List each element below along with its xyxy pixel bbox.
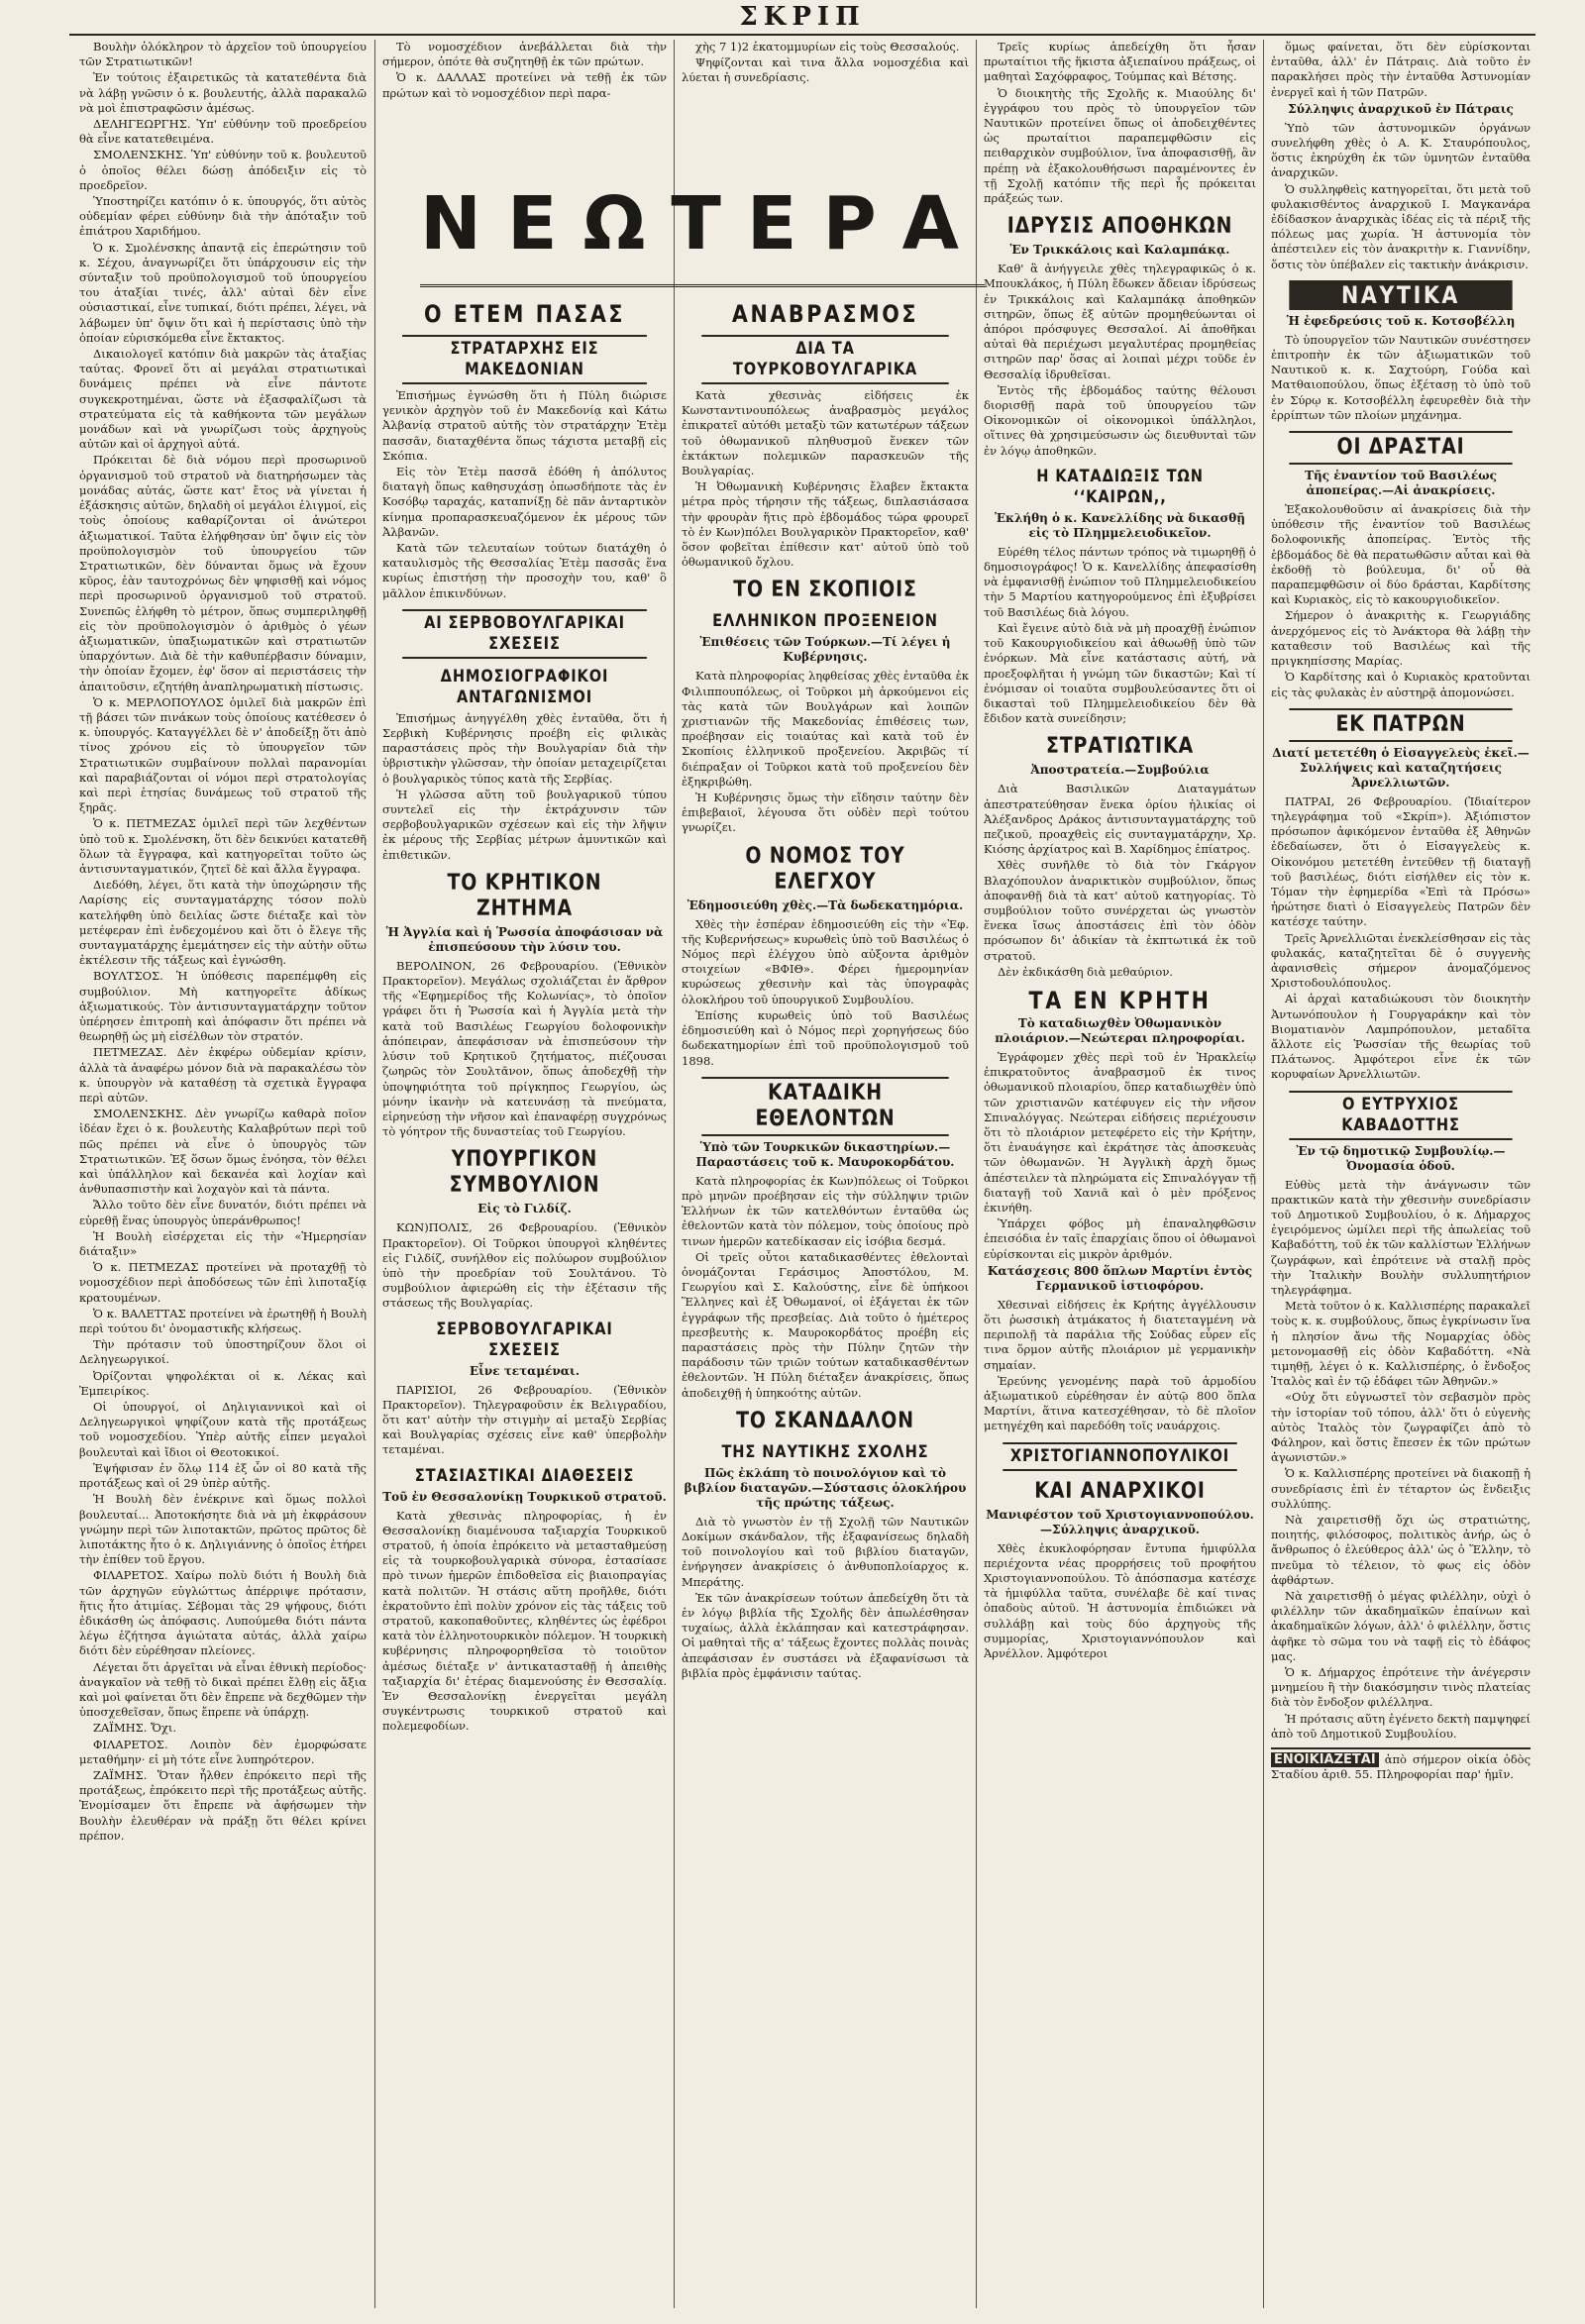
article-paragraph: Ἡ Κυβέρνησις ὅμως τὴν εἴδησιν ταύτην δὲν ἐπιβεβαιοῖ, λέγουσα ὅτι οὐδὲν περὶ τούτου γνωρίζει. [682, 791, 969, 835]
col3-s1-subhead: ΔΙΑ ΤΑ ΤΟΥΡΚΟΒΟΥΛΓΑΡΙΚΑ [701, 335, 948, 384]
article-paragraph: Μετὰ τοῦτον ὁ κ. Καλλισπέρης παρακαλεῖ τοὺς κ. κ. συμβούλους, ὅπως ἐγκρίνωσιν ἵνα ἡ πλησίον ἄνω τῆς Νομαρχίας ὁδὸς μετονομασθῇ εἰς ὁδὸν Καβαδόττη. «Νὰ τιμηθῇ, λέγει ὁ κ. Καλλισπέρης, ὁ ἔνδοξος Ἰταλὸς καὶ ἐν τῷ ἐδάφει τῶν Ἀθηνῶν.» [1271, 1299, 1531, 1389]
col2-s4-head: ΥΠΟΥΡΓΙΚΟΝ ΣΥΜΒΟΥΛΙΟΝ [449, 1147, 600, 1199]
article-paragraph: Ὁ κ. ΜΕΡΛΟΠΟΥΛΟΣ ὁμιλεῖ διὰ μακρῶν ἐπὶ τῇ βάσει τῶν πινάκων τοὺς ὁποίους κατέθεσεν ὁ κ. ὑπουργός. Καταγγέλλει δὲ ν' ἀποδείξῃ ὅτι ἀπὸ τίνος χρόνου εἰς τὸ ὑπουργεῖον τῶν Στρατιωτικῶν συμβαίνουν πολλαὶ παρανομίαι καὶ παραβιάζονται οἱ νόμοι περὶ στρατολογίας καὶ περὶ ἐτησίας δυνάμεως τοῦ στρατοῦ τῆς ξηρᾶς. [79, 694, 367, 815]
col4-s6-body [984, 1541, 1256, 1662]
article-paragraph: Τὸ ὑπουργεῖον τῶν Ναυτικῶν συνέστησεν ἐπιτροπὴν ἐκ τῶν ἀξιωματικῶν τοῦ Ναυτικοῦ κ. κ. Σαχτούρη, Γούδα καὶ Ματθαιοπούλου, ὅπως ἐξέτασῃ τὸ ὑπὸ τοῦ ἐν Σύρῳ κ. Κοτσοβέλλη ἐφευρεθὲν διὰ τὴν ἐρρίπτων τῶν πλοίων μηχάνημα. [1271, 332, 1531, 422]
col5-s3-body [1271, 502, 1531, 700]
col2-s6-body [382, 1509, 667, 1735]
col5-s1-lead: Σύλληψις ἀναρχικοῦ ἐν Πάτραις [1288, 101, 1514, 116]
column-rule [674, 40, 675, 2308]
col3-s3-head: Ο ΝΟΜΟΣ ΤΟΥ ΕΛΕΓΧΟΥ [745, 843, 905, 895]
article-paragraph: Ὁ κ. Σμολένσκης ἀπαντᾷ εἰς ἐπερώτησιν τοῦ κ. Σέχου, ἀναγνωρίζει ὅτι ὑπάρχουσιν εἰς τὴν σύνταξιν τοῦ προϋπολογισμοῦ τοῦ ὑπουργείου του ἀταξίαι τινές, ἀλλ' αὐταὶ δὲν εἶνε οὐσιαστικαί, εἶνε τυπικαί, διότι πρέπει, λέγει, νὰ λάβωμεν ὑπ' ὄψιν ὅτι καὶ ἡ περίστασις ὑπὸ τὴν ὁποίαν εὑρισκόμεθα εἶνε ἔκτακτος. [79, 240, 367, 345]
article-paragraph: «Οὐχ ὅτι εὐγνωστεῖ τὸν σεβασμὸν πρὸς τὴν ἱστορίαν τοῦ τόπου, ἀλλ' ὅτι ὁ εὐγενὴς αὐτὸς Ἰταλὸς τὸν ζωγραφίζει ἀπὸ τὸ Φάληρον, καὶ ὅστις ἔπεσεν ἐκ τῶν πρώτων ἀγωνιστῶν.» [1271, 1390, 1531, 1465]
article-paragraph: Ἐξακολουθοῦσιν αἱ ἀνακρίσεις διὰ τὴν ὑπόθεσιν τῆς ἐναντίον τοῦ Βασιλέως δολοφονικῆς ἀποπείρας. Ἐντὸς τῆς ἑβδομάδος δὲ θὰ περατωθῶσιν αὗται καὶ θὰ ἐκδοθῇ τὸ βούλευμα, δι' οὗ θὰ παραπεμφθῶσιν οἱ δύο δράσται, Καρδίτσης καὶ Κυριακὸς, εἰς τὸ κακουργιοδικεῖον. [1271, 502, 1531, 607]
article-paragraph: Ὁ συλληφθεὶς κατηγορεῖται, ὅτι μετὰ τοῦ φυλακισθέντος ἀναρχικοῦ Ι. Μαγκανάρα ἐδίδασκον ἀναρχικὰς ἰδέας εἰς τὰ πέριξ τῆς πόλεως μας χωρία. Ἡ ἀστυνομία τὸν ἀπέστειλεν εἰς τὸν ἀνακριτὴν κ. Γιαννίδην, ὅστις τὸν ὑπέβαλεν εἰς τακτικὴν ἀνάκρισιν. [1271, 181, 1531, 271]
notice-head: ΕΝΟΙΚΙΑΖΕΤΑΙ [1271, 1752, 1379, 1767]
article-paragraph: Ψηφίζονται καὶ τινα ἄλλα νομοσχέδια καὶ λύεται ἡ συνεδρίασις. [682, 55, 969, 85]
article-paragraph: Ἐψήφισαν ἐν ὅλῳ 114 ἐξ ὧν οἱ 80 κατὰ τῆς προτάξεως καὶ οἱ 29 ὑπὲρ αὐτῆς. [79, 1460, 367, 1491]
column-2 [382, 40, 667, 2308]
col4-s5-body [984, 1298, 1256, 1434]
article-paragraph: ΦΙΛΑΡΕΤΟΣ. Λοιπὸν δὲν ἐμορφώσατε μεταθήμην· εἰ μὴ τότε εἶνε λυπηρότερον. [79, 1737, 367, 1766]
col2-s6-head: ΣΤΑΣΙΑΣΤΙΚΑΙ ΔΙΑΘΕΣΕΙΣ [414, 1465, 635, 1486]
col3-top [682, 40, 969, 180]
article-paragraph: Ἡ γλῶσσα αὕτη τοῦ βουλγαρικοῦ τύπου συντελεῖ εἰς τὴν ἐκτράχυνσιν τῶν σερβοβουλγαρικῶν σχέσεων καὶ εἰς τὴν λῆψιν ἐκ μέρους τῆς Σερβίας μέτρων ἀμυντικῶν καὶ ἐπιθετικῶν. [382, 787, 667, 862]
article-paragraph: Οἱ ὑπουργοί, οἱ Δηλιγιαννικοὶ καὶ οἱ Δεληγεωργικοὶ ψηφίζουν κατὰ τῆς προτάξεως τοῦ νομοσχεδίου. Ὑπὲρ αὐτῆς εἶπεν μεγαλοὶ βουλευταὶ καὶ ἴδιοι οἱ Θεοτοκικοί. [79, 1400, 367, 1459]
article-paragraph: ΠΑΤΡΑΙ, 26 Φεβρουαρίου. (Ἰδιαίτερον τηλεγράφημα τοῦ «Σκρίπ»). Ἀξιόπιστον πρόσωπον ἀφικόμενον ἐνταῦθα ἐξ Ἀθηνῶν ἐδεδαίωσεν, ὅτι ὁ Εἰσαγγελεὺς κ. Οἰκονόμου μετετέθη ἐντεῦθεν τῇ διαταγῇ τοῦ βασιλέως, διότι εἰσήλθεν εἰς τὸν κ. Τόμαν τὴν ἐφημερίδα «Ἐπὶ τὰ Πρόσω» ἠρώτησε διατὶ ὁ Εἰσαγγελεὺς Πατρῶν δὲν κατέσχε ταύτην. [1271, 793, 1531, 929]
column-rule [976, 40, 977, 2308]
notice-text: ἀπὸ σήμερον οἰκία ὁδὸς Σταδίου ἀριθ. 55. Πληροφορίαι παρ' ἡμῖν. [1271, 1752, 1531, 1782]
article-paragraph: Αἱ ἀρχαὶ καταδιώκουσι τὸν διοικητὴν Ἀντωνόπουλον ἡ Γουργαράκην καὶ τὸν Βιοματιανὸν Λαμπρόπουλον, μεταδῖτα ἄλλοτε εἰς Ῥωσσίαν τῆς θεωρίας τοῦ Πλάτωνος. Ἀμφότεροι εἶνε ἐκ τῶν κορυφαίων Ἀρνελλιωτῶν. [1271, 992, 1531, 1082]
article-paragraph: Ὑπάρχει φόβος μὴ ἐπαναληφθῶσιν ἐπεισόδια ἐν ταῖς ἐπαρχίαις ὅπου οἱ ὀθωμανοὶ εὑρίσκονται εἰς μικρὸν ἀριθμόν. [984, 1216, 1256, 1261]
col2-top [382, 40, 667, 180]
article-paragraph: Νὰ χαιρετισθῇ ὄχι ὡς στρατιώτης, ποιητής, φιλόσοφος, πολιτικὸς ἀνήρ, ὡς ὁ ἄνθρωπος ὁ ἐλεύθερος ἀλλ' ὡς ὁ Ἕλλην, τὸ πνεῦμα τὸ τέλειον, τὸ φως εἰς ὁδὸν ἀφθάρτων. [1271, 1513, 1531, 1587]
col4-s5-head: Κατάσχεσις 800 ὅπλων Μαρτίνι ἐντὸς Γερμανικοῦ ἱστιοφόρου. [987, 1263, 1253, 1293]
article-paragraph: Καθ' ἃ ἀνήγγειλε χθὲς τηλεγραφικῶς ὁ κ. Μπουκλάκος, ἡ Πύλη ἔδωκεν ἄδειαν ἱδρύσεως ἐν Τρικκάλοις καὶ Καλαμπάκᾳ ἀποθηκῶν σιτηρῶν, ὅπως ἐξ αὐτῶν προμηθεύωνται οἱ ἀπόροι πρόσφυγες Θεσσαλοί. Αἱ ἀποθῆκαι αὐταὶ θὰ περιέχωσι μεγαλυτέρας προμηθείας σιτηρῶν παρ' ὅσας αἱ λοιπαὶ μέχρι τοῦδε ἐν Θεσσαλίᾳ ἱδρυθεῖσαι. [984, 262, 1256, 381]
column-rule [1263, 40, 1264, 2308]
col3-s1-head: ΑΝΑΒΡΑΣΜΟΣ [731, 300, 919, 328]
article-paragraph: ΚΩΝ)ΠΟΛΙΣ, 26 Φεβρουαρίου. (Ἐθνικὸν Πρακτορεῖον). Οἱ Τοῦρκοι ὑπουργοὶ κληθέντες εἰς Γιλδίζ, συνήλθον εἰς πολύωρον συμβούλιον ὑπὸ τὴν προεδρίαν τοῦ Σουλτάνου. Τὸ συμβούλιον ἀφιερώθη εἰς τὴν ἐξέτασιν τῆς στάσεως τῆς Βουλγαρίας. [382, 1220, 667, 1311]
article-paragraph: Ὁ κ. Καλλισπέρης προτείνει νὰ διακοπῇ ἡ συνεδρίασις ἐπὶ ἐν τέταρτον ὡς ἔνδειξις συλλύπης. [1271, 1466, 1531, 1511]
col4-s1-head: ΙΔΡΥΣΙΣ ΑΠΟΘΗΚΩΝ [1006, 214, 1233, 240]
article-paragraph: ΠΑΡΙΣΙΟΙ, 26 Φεβρουαρίου. (Ἐθνικὸν Πρακτορεῖον). Τηλεγραφοῦσιν ἐκ Βελιγραδίου, ὅτι κατ' αὐτὴν τὴν στιγμὴν αἱ μεταξὺ Σερβίας καὶ Βουλγαρίας σχέσεις εἶνε καθ' ὑπερβολὴν τεταμέναι. [382, 1382, 667, 1457]
col2-s2-body [382, 711, 667, 863]
article-paragraph: ὅμως φαίνεται, ὅτι δὲν εὑρίσκονται ἐνταῦθα, ἀλλ' ἐν Πάτραις. Διὰ τοῦτο ἐν παρακλήσει πρὸς τὴν ἐνταῦθα Ἀστυνομίαν ἐνεργεῖ καὶ ἡ τῶν Πατρῶν. [1271, 40, 1531, 99]
col3-s4-head: ΚΑΤΑΔΙΚΗ ΕΘΕΛΟΝΤΩΝ [701, 1077, 948, 1136]
col5-s2-head: ΝΑΥΤΙΚΑ [1289, 280, 1512, 310]
article-paragraph: ΦΙΛΑΡΕΤΟΣ. Χαίρω πολὺ διότι ἡ Βουλὴ διὰ τῶν ἀρχηγῶν εὐγλώττως ἀπέρριψε πρότασιν, ἥτις ἦτο ἀτιμίας. Σέβομαι τὰς 29 ψήφους, διότι ἐδικάσθη ὡς ἀπόφασις. Λυπούμεθα διότι πάντα λέγω ἐζήτησα ἀγιώτατα αὐτάς, ἀλλὰ χαίρω διότι δὲν εὐρέθησαν πλείονες. [79, 1568, 367, 1658]
article-paragraph: Ἐπισήμως ἐγνώσθη ὅτι ἡ Πύλη διώρισε γενικὸν ἀρχηγὸν τοῦ ἐν Μακεδονίᾳ καὶ Κάτω Ἀλβανίᾳ στρατοῦ αὐτῆς τὸν στρατάρχην Ἐτὲμ πασσᾶν, διαταχθέντα ὅπως τάχιστα μεταβῇ εἰς Σκόπια. [382, 388, 667, 463]
col2-s6-subhead: Τοῦ ἐν Θεσσαλονίκῃ Τουρκικοῦ στρατοῦ. [382, 1489, 667, 1504]
col3-s2-subhead: ΕΛΛΗΝΙΚΟΝ ΠΡΟΞΕΝΕΙΟΝ [712, 611, 938, 632]
article-paragraph: Κατὰ χθεσινὰς πληροφορίας, ἡ ἐν Θεσσαλονίκῃ διαμένουσα ταξιαρχία Τουρκικοῦ στρατοῦ, ἡ ὁποία ἐπρόκειτο νὰ μετασταθμεύσῃ εἰς τὰ τουρκοβουλγαρικὰ σύνορα, ἐστασίασε πρὸ τινων ἡμερῶν ἐπιδοθεῖσα εἰς βιαιοπραγίας κατὰ πολιτῶν. Ἡ στάσις αὕτη προῆλθε, διότι ἐκρατοῦντο ἐπὶ πολὺν χρόνον εἰς τὰς τάξεις τοῦ στρατοῦ, κακοπαθοῦντες, κληθέντες ὡς ἐφέδροι κατὰ τὸν ἑλληνοτουρκικὸν πόλεμον. Ἡ τουρκικὴ κυβέρνησις πληροφορηθεῖσα τὸ τοιοῦτον ἀμέσως διέταξε ν' ἀντικατασταθῇ ἡ ἀπειθὴς ταξιαρχία δι' ἑτέρας διαμενούσης ἐν Θεσσαλίᾳ. Ἐν Θεσσαλονίκῃ ἐνεργεῖται μεγάλη συγκέντρωσις τουρκικοῦ στρατοῦ καὶ πολεμεφοδίων. [382, 1508, 667, 1734]
col3-s5-head: ΤΟ ΣΚΑΝΔΑΛΟΝ [736, 1408, 914, 1433]
article-paragraph: Ὑπὸ τῶν ἀστυνομικῶν ὀργάνων συνελήφθη χθὲς ὁ Α. Κ. Σταυρόπουλος, ὅστις ἐκηρύχθη ἐκ τῶν ὑμνητῶν ἐνταῦθα ἀναρχικῶν. [1271, 120, 1531, 180]
col3-s2-lead: Ἐπιθέσεις τῶν Τούρκων.—Τί λέγει ἡ Κυβέρνησις. [699, 635, 951, 665]
col2-s2-subhead: ΔΗΜΟΣΙΟΓΡΑΦΙΚΟΙ ΑΝΤΑΓΩΝΙΣΜΟΙ [440, 666, 609, 707]
col5-s3-lead: Τῆς ἐναντίον τοῦ Βασιλέως ἀποπείρας.—Αἱ ἀνακρίσεις. [1305, 469, 1497, 498]
article-paragraph: Δικαιολογεῖ κατόπιν διὰ μακρῶν τὰς ἀταξίας ταύτας. Φρονεῖ ὅτι αἱ μεγάλαι στρατιωτικαὶ δυνάμεις πρέπει νὰ εἶνε πάντοτε συγκεκροτημέναι, ὥστε νὰ ἐξασφαλίζωσι τὰ στρατεύματα εἰς τὰ καθήκοντα τῶν μεγάλων μονάδων καὶ νὰ γνωρίζωσι τοὺς ἀρχηγοὺς αὐτῶν καὶ οἱ ἀρχηγοὶ αὐτά. [79, 347, 367, 452]
article-paragraph: Ὁ κ. Δήμαρχος ἐπρότεινε τὴν ἀνέγερσιν μνημείου ἢ τὴν διακόσμησιν τινὸς πλατείας διὰ τὸν ἔνδοξον φιλέλληνα. [1271, 1665, 1531, 1710]
col5-s4-lead: Διατί μετετέθη ὁ Εἰσαγγελεὺς ἐκεῖ.—Συλλήψεις καὶ καταζητήσεις Ἀρνελλιωτῶν. [1272, 745, 1530, 790]
col4-s2-lead: Ἐκλήθη ὁ κ. Κανελλίδης νὰ δικασθῇ εἰς τὸ Πλημμελειοδικεῖον. [994, 510, 1246, 540]
article-paragraph: Ἡ Βουλὴ εἰσέρχεται εἰς τὴν «Ἡμερησίαν διάταξιν» [79, 1228, 367, 1259]
col2-s1-body [382, 388, 667, 601]
col3-s1-body [682, 388, 969, 570]
article-paragraph: Κατὰ τῶν τελευταίων τούτων διατάχθη ὁ καταυλισμὸς τῆς Θεσσαλίας Ἐτὲμ πασσᾶς ἕνα κυρίως ἐπιστήσῃ τὴν προσοχὴν του, καθ' ὃ μᾶλλον ἐπικινδύνων. [382, 541, 667, 600]
article-paragraph: Ὁ κ. ΔΑΛΛΑΣ προτείνει νὰ τεθῇ ἐκ τῶν πρώτων καὶ τὸ νομοσχέδιον περὶ παρα- [382, 70, 667, 100]
article-paragraph: Ἡ πρότασις αὕτη ἐγένετο δεκτὴ παμψηφεί ἀπὸ τοῦ Δημοτικοῦ Συμβουλίου. [1271, 1711, 1531, 1741]
column-1 [79, 40, 367, 2308]
article-paragraph: ΔΕΛΗΓΕΩΡΓΗΣ. Ὑπ' εὐθύνην τοῦ προεδρείου θὰ εἶνε κατατεθειμένα. [79, 117, 367, 147]
article-paragraph: Τὴν πρότασιν τοῦ ὑποστηρίζουν ὅλοι οἱ Δεληγεωργικοί. [79, 1337, 367, 1367]
col5-s4-body [1271, 794, 1531, 1083]
article-paragraph: Κατὰ πληροφορίας ἐκ Κων)πόλεως οἱ Τοῦρκοι πρὸ μηνῶν προέβησαν εἰς τὴν σύλληψιν τριῶν Ἑλλήνων ἐκ τῶν κατελθόντων ἐνταῦθα ὡς ἐθελοντῶν κατὰ τὸν πόλεμον, τοὺς ὁποίους πρὸ τινων ἡμερῶν κατεδίκασαν εἰς ἰσόβια δεσμά. [682, 1173, 969, 1248]
article-paragraph: Ὁ κ. ΠΕΤΜΕΖΑΣ προτείνει νὰ προταχθῇ τὸ νομοσχέδιον περὶ ἀποδόσεως τῶν ἐπὶ λιποταξίᾳ κρατουμένων. [79, 1260, 367, 1305]
col5-s5-body [1271, 1178, 1531, 1743]
article-paragraph: Κατὰ πληροφορίας ληφθείσας χθὲς ἐνταῦθα ἐκ Φιλιππουπόλεως, οἱ Τοῦρκοι μὴ ἀρκούμενοι εἰς τὰς κατὰ τῶν Βουλγάρων καὶ λοιπῶν χριστιανῶν τῆς Μακεδονίας ἐπιθέσεις των, προέβησαν εἰς τοιαύτας καὶ κατὰ τοῦ ἐν Σκοπίοις ἑλληνικοῦ προξενείου. Ἀκριβῶς τί διέπραξαν οἱ Τοῦρκοι κατὰ τοῦ προξενείου δὲν ἐξηκριβώθη. [682, 669, 969, 789]
article-paragraph: Ὁ διοικητὴς τῆς Σχολῆς κ. Μιαούλης δι' ἐγγράφου του πρὸς τὸ ὑπουργεῖον τῶν Ναυτικῶν προτείνει ὅπως οἱ ἀποδειχθέντες ὡς πρωταίτιοι παραπεμφθῶσιν εἰς πειθαρχικὸν συμβούλιον, ἵνα ἀποφασισθῇ, ἂν πρέπῃ νὰ ἐξακολουθήσωσι παραμένοντες ἐν τῇ Σχολῇ κατόπιν τῆς περὶ ἧς πρόκειται πράξεώς των. [984, 85, 1256, 206]
col4-top [984, 40, 1256, 206]
col4-s6-lead: Μανιφέστον τοῦ Χριστογιαννοπούλου.—Σύλληψις ἀναρχικοῦ. [986, 1507, 1254, 1536]
col3-s2-body [682, 669, 969, 835]
article-paragraph: Εὐθὺς μετὰ τὴν ἀνάγνωσιν τῶν πρακτικῶν κατὰ τὴν χθεσινὴν συνεδρίασιν τοῦ Δημοτικοῦ Συμβουλίου, ὁ κ. Δήμαρχος ἐγειρόμενος ὡμίλει περὶ τῆς ἀπωλείας τοῦ Καβαδόττη, τοῦ ἐκ τῶν καλλίστων Ἑλλήνων ζωγράφων, καὶ ἐπρότεινε νὰ σταλῇ πρὸς τὴν Ἰταλικὴν Βουλὴν συλλυπητήριον τηλεγράφημα. [1271, 1177, 1531, 1297]
col4-s4-head: ΤΑ ΕΝ ΚΡΗΤΗ [1028, 986, 1212, 1014]
article-paragraph: Εὑρέθη τέλος πάντων τρόπος νὰ τιμωρηθῇ ὁ δημοσιογράφος! Ὁ κ. Κανελλίδης ἀπεφασίσθη νὰ ἐμφανισθῇ ἐνώπιον τοῦ Πλημμελειοδικείου τὴν 5 Μαρτίου κατηγορούμενος ἐπὶ ἐξυβρίσει τοῦ Βασιλέως διὰ λόγου. [984, 544, 1256, 619]
masthead [69, 0, 1535, 36]
col4-s4-body [984, 1050, 1256, 1262]
col4-s3-head: ΣΤΡΑΤΙΩΤΙΚΑ [1045, 734, 1195, 760]
col5-s4-head: ΕΚ ΠΑΤΡΩΝ [1289, 708, 1512, 742]
article-paragraph: Διὰ τὸ γνωστὸν ἐν τῇ Σχολῇ τῶν Ναυτικῶν Δοκίμων σκάνδαλον, τῆς ἐξαφανίσεως δηλαδὴ τοῦ ποινολογίου καὶ τοῦ βιβλίου διαταγῶν, ἐνήργησεν ἀνακρίσεις ὁ ἀνθυποπλοίαρχος κ. Μπεράτης. [682, 1514, 969, 1589]
article-paragraph: Ἐντὸς τῆς ἑβδομάδος ταύτης θέλουσι διορισθῇ παρὰ τοῦ ὑπουργείου τῶν Οἰκονομικῶν οἱ οἰκονομικοὶ ὑπάλληλοι, οἵτινες θὰ χρησιμεύσωσιν ὡς διευθυνταὶ τῶν ἐν λόγῳ ἀποθηκῶν. [984, 382, 1256, 458]
article-paragraph: Ἐρεύνης γενομένης παρὰ τοῦ ἁρμοδίου ἀξιωματικοῦ εὑρέθησαν ἐν αὐτῷ 800 ὅπλα Μαρτίνι, ἅτινα κατεσχέθησαν, τὸ δὲ πλοῖον μετηγέχθη καὶ παρεδόθη τοῖς ναυάρχοις. [984, 1373, 1256, 1433]
center-banner: ΝΕΩΤΕΡΑ [420, 181, 985, 266]
col2-s5-head: ΣΕΡΒΟΒΟΥΛΓΑΡΙΚΑΙ ΣΧΕΣΕΙΣ [436, 1319, 613, 1360]
col5-s2-body [1271, 333, 1531, 423]
article-paragraph: Ὑποστηρίζει κατόπιν ὁ κ. ὑπουργός, ὅτι αὐτὸς οὐδεμίαν φέρει εὐθύνην διὰ τὴν ἀπόταξιν τοῦ ἐπιάτρου Χαριδήμου. [79, 194, 367, 239]
article-paragraph: Τρεῖς Ἀρνελλιῶται ἐνεκλείσθησαν εἰς τὰς φυλακάς, καταζητεῖται δὲ ὁ συγγενὴς ἀφανισθεὶς σήμερον ἀνομαζόμενος Χριστοδουλόπουλος. [1271, 930, 1531, 991]
article-paragraph: Χθὲς συνῆλθε τὸ διὰ τὸν Γκάργον Βλαχόπουλον ἀναρικτικὸν συμβούλιον, ὅπως ἀποφανθῇ διὰ τὰ κατ' αὐτοῦ κατηγορίας. Τὸ συμβούλιον τοῦτο συνέρχεται ὡς γνωστὸν ἕνεκα ἴσως ἀποστάσεις ἐπὶ τὸν ὁδὸν πρόσωπον δι' ἀδικίαν τὰ ἐκπτωτικά ἐκ τοῦ στρατοῦ. [984, 858, 1256, 963]
article-paragraph: ΒΟΥΛΤΣΟΣ. Ἡ ὑπόθεσις παρεπέμφθη εἰς συμβούλιον. Μὴ κατηγορεῖτε ἀδίκως ἀξιωματικούς. Τὸν ἀντισυνταγματάρχην τοῦτον ὑπέρησεν ἐπιτροπὴ καὶ ἀπόφασιν ὅτι πρέπει νὰ θεωρηθῇ ὡς μὴ εἰσέλθων τὸν στρατόν. [79, 969, 367, 1044]
article-paragraph: Ὀρίζονται ψηφολέκται οἱ κ. Λέκας καὶ Ἐμπειρίκος. [79, 1368, 367, 1398]
article-paragraph: Τρεῖς κυρίως ἀπεδείχθη ὅτι ἦσαν πρωταίτιοι τῆς ἥκιστα ἀξιεπαίνου πράξεως, οἱ μαθηταὶ Σαχόφραφος, Τούμπας καὶ Βέτσης. [984, 40, 1256, 84]
col2-s1-subhead: ΣΤΡΑΤΑΡΧΗΣ ΕΙΣ ΜΑΚΕΔΟΝΙΑΝ [402, 335, 647, 384]
article-paragraph: Πρόκειται δὲ διὰ νόμου περὶ προσωρινοῦ ὀργανισμοῦ τοῦ στρατοῦ νὰ διατηρήσωμεν τὰς μονάδας αὐτάς, ὥστε κατ' ἔτος νὰ γίνεται ἡ ἐξάσκησις αὐτῶν, δηλαδὴ οἱ μεγάλοι ἐλιγμοί, εἰς τοὺς ὁποίους καθαρίζονται οἱ ἀνώτεροι ἀξιωματικοί. Ταῦτα ἐλήφθησαν ὑπ' ὄψιν εἰς τὸν προϋπολογισμὸν τοῦ ὑπουργείου τῶν Στρατιωτικῶν, δὲν δύνανται ὅμως νὰ ἔχουν κῦρος, ἐὰν ταυτοχρόνως δὲν ψηφισθῇ καὶ νόμος περὶ προσωρινοῦ ὀργανισμοῦ τοῦ στρατοῦ. Συνεπῶς ἐλήφθη τὸ μέτρον, ὅπως συμπεριληφθῇ εἰς τὸν προϋπολογισμὸν ὁ ἀριθμὸς ὁ γέων ἀξιωματικῶν, ὑπαξιωματικῶν καὶ στρατιωτῶν ὑπαρχόντων. Διὰ δὲ τὴν καθυπέρβασιν δύναμιν, τὴν ὁποίαν ἔχομεν, ἐφ' ὅσον αἱ περιστάσεις τὴν ἀπαιτοῦσιν, εζητήθη ἀναπληρωματικὴ πίστωσις. [79, 453, 367, 693]
article-paragraph: Ὁ κ. ΠΕΤΜΕΖΑΣ ὁμιλεῖ περὶ τῶν λεχθέντων ὑπὸ τοῦ κ. Σμολένσκη, ὅτι δὲν δεικνύει κατατεθῆ ὅλων τὰ ἔγγραφα, καὶ κατηγορεῖται τοῦτο ὡς ἀντισυνταγματικόν, ζητεῖ δὲ καὶ ἄλλα ἔγγραφα. [79, 816, 367, 876]
col4-s3-body [984, 782, 1256, 980]
article-paragraph: Εἰς τὸν Ἐτὲμ πασσᾶ ἐδόθη ἡ ἀπόλυτος διαταγὴ ὅπως καθησυχάσῃ ὁπωσδήποτε τὰς ἐν Κοσόβῳ ταραχάς, καταπνίξῃ δὲ πᾶν ἀνταρτικὸν κίνημα προπαρασκευαζόμενον ἐκ μέρους τῶν Ἀλβανῶν. [382, 465, 667, 539]
article-paragraph: Ἡ Βουλὴ δὲν ἐνέκρινε καὶ ὅμως πολλοὶ βουλευταί... Ἀποτοκήσητε διὰ νὰ μὴ ἐκφράσουν γνώμην περὶ τῶν λιποτακτῶν, πρῶτος πρῶτος δὲ λιποτάκτης ἦτο ὁ κ. Δηλιγιάννης ὁ ὁποῖος ἐτήρει τὴν ἐπίθεν τοῦ ἔργου. [79, 1492, 367, 1567]
article-paragraph: Ἡ Ὀθωμανικὴ Κυβέρνησις ἔλαβεν ἔκτακτα μέτρα πρὸς τήρησιν τῆς τάξεως, διπλασιάσασα τὴν φρουρὰν ἥτις πρὸ ἑβδομάδος τώρα φρουρεῖ τὸ ἐν Κων)πόλει Βουλγαρικὸν Πρακτορεῖον, καθ' ὅσον φοβεῖται ἐπίθεσιν κατ' αὐτοῦ ὑπὸ τοῦ ὀθωμανικοῦ ὄχλου. [682, 479, 969, 570]
col2-s3-head: ΤΟ ΚΡΗΤΙΚΟΝ ΖΗΤΗΜΑ [447, 870, 602, 921]
article-paragraph: Τὸ νομοσχέδιον ἀνεβάλλεται διὰ τὴν σήμερον, ὁπότε θὰ συζητηθῇ ἐκ τῶν πρώτων. [382, 40, 667, 69]
column-5 [1271, 40, 1531, 2308]
article-paragraph: ΖΑΪΜΗΣ. Ὄχι. [93, 1721, 176, 1736]
col2-s4-body [382, 1220, 667, 1311]
article-paragraph: Χθὲς ἐκυκλοφόρησαν ἔντυπα ἡμιφύλλα περιέχοντα νέας προρρήσεις τοῦ προφήτου Χριστογιαννοπούλου. Τὸ ἀπόσπασμα κατέσχε τὰ ἡμιφύλλα ταῦτα, συνέλαβε δὲ καί τινας ὀπαδοὺς αὐτοῦ. Ἡ ἀστυνομία ἐπιδιώκει νὰ συλλάβῃ καὶ τοὺς δύο ἀρχηγοὺς τῆς συμμορίας, Χριστογιαννόπουλον καὶ Ἀρνέλλον. Ἀμφότεροι [984, 1540, 1256, 1661]
article-paragraph: Βουλὴν ὁλόκληρον τὸ ἀρχεῖον τοῦ ὑπουργείου τῶν Στρατιωτικῶν! [79, 40, 367, 69]
col2-s5-subhead: Εἶνε τεταμέναι. [469, 1363, 581, 1378]
article-paragraph: Καὶ ἔγεινε αὐτὸ διὰ νὰ μὴ προαχθῇ ἐνώπιον τοῦ Κακουργιοδικείου καὶ ἀθωωθῇ ὑπὸ τῶν ἐνόρκων. Μὰ εἶνε κατάστασις αὐτή, νὰ προεξοφλῆται ἡ γνώμη τῶν δικαστῶν; Καὶ τί ἐνόμισαν οἱ τοιαῦτα συμβουλεύσαντες ὅτι οἱ δικασταὶ τοῦ Πλημμελειοδικείου δὲν θὰ ἔδιδον κατὰ συνείδησιν; [984, 620, 1256, 726]
col5-s3-head: ΟΙ ΔΡΑΣΤΑΙ [1289, 431, 1512, 465]
col3-s3-body [682, 917, 969, 1069]
col4-s1-body [984, 262, 1256, 459]
column-4 [984, 40, 1256, 2308]
column-rule [374, 40, 375, 2308]
col3-s5-lead: Πῶς ἐκλάπη τὸ ποινολόγιον καὶ τὸ βιβλίον διαταγῶν.—Σύστασις ὁλοκλήρου τῆς πρώτης τάξεως. [684, 1465, 967, 1510]
col5-s1-body [1271, 121, 1531, 272]
col4-s6-head: ΧΡΙΣΤΟΓΙΑΝΝΟΠΟΥΛΙΚΟΙ [1003, 1442, 1237, 1471]
col5-top [1271, 40, 1531, 100]
col2-s3-body [382, 959, 667, 1139]
article-paragraph: Δὲν ἐκδικάσθη διὰ μεθαύριον. [998, 964, 1173, 979]
col1-paragraphs [79, 40, 367, 1844]
article-paragraph: Κατὰ χθεσινὰς εἰδήσεις ἐκ Κωνσταντινουπόλεως ἀναβρασμὸς μεγάλος ἐπικρατεῖ αὐτόθι μεταξὺ τῶν κατωτέρων τάξεων τοῦ ὀθωμανικοῦ πληθυσμοῦ ἕνεκεν τῶν ἐκτάκτων πολεμικῶν παρασκευῶν τῆς Βουλγαρίας. [682, 388, 969, 478]
article-paragraph: Διὰ Βασιλικῶν Διαταγμάτων ἀπεστρατεύθησαν ἕνεκα ὁρίου ἡλικίας οἱ Ἀλέξανδρος Δράκος ἀντισυνταγματάρχης τοῦ πεζικοῦ, προαχθεὶς εἰς συνταγματάρχην, Χρ. Κιόσης ἀρχίατρος καὶ Β. Χαρίδημος ἐπίατρος. [984, 782, 1256, 857]
col2-s1-head: Ο ΕΤΕΜ ΠΑΣΑΣ [423, 300, 626, 328]
article-paragraph: ΣΜΟΛΕΝΣΚΗΣ. Δὲν γνωρίζω καθαρὰ ποῖον ἰδέαν ἔχει ὁ κ. βουλευτὴς Καλαβρύτων περὶ τοῦ πῶς πρέπει νὰ εἶνε ὁ ὑπουργὸς τῶν Στρατιωτικῶν. Ἐξ ὅσων ὅμως ἐνόησα, τὸν θέλει καὶ ὑπάλληλον καὶ δεκανέα καὶ λοχίαν καὶ ἀνθυπασπιστὴν καὶ λοχαγὸν καὶ τὰ πάντα. [79, 1107, 367, 1197]
col4-s4-lead: Τὸ καταδιωχθὲν Ὀθωμανικὸν πλοιάριον.—Νεώτεραι πληροφορίαι. [995, 1015, 1245, 1045]
col5-s2-lead: Ἡ ἐφεδρεύσις τοῦ κ. Κοτσοβέλλη [1286, 313, 1516, 328]
col5-s5-lead: Ἐν τῷ δημοτικῷ Συμβουλίῳ.—Ὀνομασία ὁδοῦ. [1296, 1143, 1506, 1173]
article-paragraph: Ἐκ τῶν ἀνακρίσεων τούτων ἀπεδείχθη ὅτι τὰ ἐν λόγῳ βιβλία τῆς Σχολῆς δὲν ἀπωλέσθησαν τυχαίως, ἀλλὰ ἐκλάπησαν καὶ κατεστράφησαν. Οἱ μαθηταὶ τῆς α' τάξεως ἔχοντες πολλὰς ποινὰς ἀπεφάσισαν ἐν συστάσει νὰ ἐξαφανίσωσι τὰ βιβλία πρὸς ἐμφάνισιν ταύτας. [682, 1590, 969, 1680]
col3-s3-lead: Ἐδημοσιεύθη χθὲς.—Τὰ δωδεκατημόρια. [687, 898, 964, 912]
col3-s5-body [682, 1515, 969, 1681]
article-paragraph: Ἄλλο τοῦτο δὲν εἶνε δυνατόν, διότι πρέπει νὰ εὑρεθῇ ἕνας ὑπουργὸς ὑπεράνθρωπος! [79, 1198, 367, 1227]
article-paragraph: Ἐγράφομεν χθὲς περὶ τοῦ ἐν Ἡρακλείῳ ἐπικρατοῦντος ἀναβρασμοῦ ἐκ τινος ὀθωμανικοῦ πλοιαρίου, ὅπερ καταδιωχθὲν ὑπὸ τῶν χριστιανῶν κατέφυγεν εἰς τὴν νῆσον Σπιναλόγγας. Νεώτεραι εἰδήσεις περιέχουσιν ὅτι τὸ πλοιάριον μετεφέρετο εἰς τὴν Κρήτην, ὅτι ἐναυάγησε καὶ ἐκράτησε τὰς ἀποσκευὰς τῶν ὀθωμανῶν. Ἡ Ἀγγλικὴ ἀρχὴ ὅμως ἀπέστειλεν τὰ πληρώματα εἰς Σπιναλόγγαν τῇ διαταγῇ τοῦ Χανιᾶ καὶ ὁ μὲν πρόξενος ἐκινήθη. [984, 1049, 1256, 1215]
col2-s4-subhead: Εἰς τὸ Γιλδίζ. [477, 1202, 572, 1216]
article-paragraph: Νὰ χαιρετισθῇ ὁ μέγας φιλέλλην, οὐχὶ ὁ φιλέλλην τῶν ἀκαδημαϊκῶν ἐπαίνων καὶ ἀκαδημαϊκῶν λόγων, ἀλλ' ὁ φιλέλλην, ὅστις ἀφῆκε τὸ σῶμα του νὰ ταφῇ εἰς τὸ ἐδάφος μας. [1271, 1589, 1531, 1663]
article-paragraph: ΖΑΪΜΗΣ. Ὅταν ἦλθεν ἐπρόκειτο περὶ τῆς προτάξεως, ἐπρόκειτο περὶ τῆς προτάξεως αὐτῆς. Ἐνομίσαμεν ὅτι ἔπρεπε νὰ ἀφήσωμεν τὴν Βουλὴν ἐλευθέραν νὰ πράξῃ ὅτι θέλει κρίνει πρέπον. [79, 1767, 367, 1843]
col4-s2-body [984, 545, 1256, 726]
article-paragraph: Σήμερον ὁ ἀνακριτὴς κ. Γεωργιάδης ἀνερχόμενος εἰς τὸ Ἀνάκτορα θὰ λάβῃ τὴν καταθεσιν τοῦ Βασιλέως καὶ τῆς πριγκηπίσσης Μαρίας. [1271, 608, 1531, 669]
article-paragraph: Ἐπισήμως ἀνηγγέλθη χθὲς ἐνταῦθα, ὅτι ἡ Σερβικὴ Κυβέρνησις προέβη εἰς φιλικὰς παραστάσεις πρὸς τὴν Βουλγαρίαν διὰ τὴν ὑβριστικὴν γλῶσσαν, τὴν ὁποίαν μεταχειρίζεται ὁ βουλγαρικὸς τύπος κατὰ τῆς Σερβίας. [382, 710, 667, 786]
col4-s1-lead: Ἐν Τρικκάλοις καὶ Καλαμπάκᾳ. [1009, 243, 1230, 258]
col4-s3-lead: Ἀποστρατεία.—Συμβούλια [1030, 763, 1210, 778]
col5-s5-head: Ο ΕΥΤΡΥΧΙΟΣ ΚΑΒΑΔΟΤΤΗΣ [1289, 1091, 1512, 1140]
newspaper-title: ΣΚΡΙΠ [739, 2, 866, 32]
article-paragraph: Ὁ Καρδίτσης καὶ ὁ Κυριακὸς κρατοῦνται εἰς τὰς φυλακὰς ἐν αὐστηρᾷ ἀπομονώσει. [1271, 670, 1531, 699]
article-paragraph: Χθεσιναὶ εἰδήσεις ἐκ Κρήτης ἀγγέλλουσιν ὅτι ῥωσσικὴ ἀτμάκατος ἡ διατεταγμένη νὰ περιπολῇ τὰ παράλια τῆς Σούδας εὗρεν εἴς τινα ὅρμον αὐτῆς πλοιάριον μὲ γερμανικὴν σημαίαν. [984, 1297, 1256, 1372]
col2-s2-head: ΑΙ ΣΕΡΒΟΒΟΥΛΓΑΡΙΚΑΙ ΣΧΕΣΕΙΣ [402, 609, 647, 659]
col3-s4-body [682, 1174, 969, 1401]
col3-s5-subhead: ΤΗΣ ΝΑΥΤΙΚΗΣ ΣΧΟΛΗΣ [721, 1441, 929, 1462]
article-paragraph: Χθὲς τὴν ἑσπέραν ἐδημοσιεύθη εἰς τὴν «Ἐφ. τῆς Κυβερνήσεως» κυρωθεὶς ὑπὸ τοῦ Βασιλέως ὁ Νόμος περὶ ἐλέγχου ὑπὸ αὐξοντα ἀριθμὸν στοιχείων «ΒΦΙΘ». Φέρει ἡμερομηνίαν κυρώσεως χθεσινὴν καὶ τὰς ὑπογραφὰς ὁλοκλήρου τοῦ ὑπουργικοῦ Συμβουλίου. [682, 916, 969, 1006]
article-paragraph: Ὁ κ. ΒΑΛΕΤΤΑΣ προτείνει νὰ ἐρωτηθῇ ἡ Βουλὴ περὶ τούτου δι' ὀνομαστικῆς κλήσεως. [79, 1306, 367, 1336]
classified-notice [1271, 1747, 1531, 1782]
col4-s6-subhead: ΚΑΙ ΑΝΑΡΧΙΚΟΙ [1034, 1478, 1206, 1504]
article-paragraph: ΒΕΡΟΛΙΝΟΝ, 26 Φεβρουαρίου. (Ἐθνικὸν Πρακτορεῖον). Μεγάλως σχολιάζεται ἐν ἄρθρον τῆς «Ἐφημερίδος τῆς Κολωνίας», τὸ ὁποῖον γράφει ὅτι ἡ Ῥωσσία καὶ ἡ Ἀγγλία μετὰ τὴν κατὰ τοῦ Βασιλέως Γεωργίου δολοφονικὴν ἀπόπειραν, ἀπεφάσισαν νὰ ἐπισπεύσουν τὴν λύσιν τοῦ Κρητικοῦ ζητήματος, πιέζουσαι ζωηρῶς τὸν Σουλτᾶνον, ὅπως ἀποδεχθῇ τὴν ὑποψηφιότητα τοῦ πρίγκηπος Γεωργίου, ὡς μόνην ἱκανὴν νὰ κατευνάσῃ τὰ πνεύματα, εἰρηνεύσῃ τὴν νῆσον καὶ ἐπαναφέρῃ συγχρόνως τὸ γόητρον τῆς δυναστείας τοῦ Γεωργίου. [382, 958, 667, 1139]
article-paragraph: Διεδόθη, λέγει, ὅτι κατὰ τὴν ὑποχώρησιν τῆς Λαρίσης εἰς συνταγματάρχης τόσον πολὺ κατελήφθη ὑπὸ δειλίας ὥστε διέταξε καὶ τὸν μετέφεραν ἐπὶ ἐνδεχομένου καὶ ὅτι ὁ ἔλεγε τῆς συνταγματάρχης ἐμεμάτησεν εἰς τὴν αὐτὴν οὕτω ἐκτέλεσιν τῆς τάξεως καὶ ἐγνώσθη. [79, 878, 367, 968]
article-paragraph: Ἐν τούτοις ἐξαιρετικῶς τὰ κατατεθέντα διὰ νὰ λάβῃ γνῶσιν ὁ κ. βουλευτής, ἀλλὰ παρακαλῶ νὰ μοὶ ἐπιστραφῶσιν ἀμέσως. [79, 70, 367, 115]
col3-s4-lead: Ὑπὸ τῶν Τουρκικῶν δικαστηρίων.—Παραστάσεις τοῦ κ. Μαυροκορδάτου. [695, 1139, 955, 1169]
col2-s3-subhead: Ἡ Ἀγγλία καὶ ἡ Ῥωσσία ἀποφάσισαν νὰ ἐπισπεύσουν τὴν λύσιν του. [385, 924, 664, 954]
article-paragraph: Ἐπίσης κυρωθεὶς ὑπὸ τοῦ Βασιλέως ἐδημοσιεύθη καὶ ὁ Νόμος περὶ χορηγήσεως δύο δωδεκατημορίων ἐπὶ τοῦ προϋπολογισμοῦ τοῦ 1898. [682, 1007, 969, 1068]
article-paragraph: ΣΜΟΛΕΝΣΚΗΣ. Ὑπ' εὐθύνην τοῦ κ. βουλευτοῦ ὁ ὁποῖος θέλει δώσῃ ἀπόδειξιν εἰς τὸ προεδρεῖον. [79, 148, 367, 192]
column-3 [682, 40, 969, 2308]
col4-s2-head: Η ΚΑΤΑΔΙΩΞΙΣ ΤΩΝ ‘‘ΚΑΙΡΩΝ,, [1036, 466, 1204, 507]
col3-s2-head: ΤΟ ΕΝ ΣΚΟΠΙΟΙΣ [733, 578, 917, 603]
article-paragraph: Οἱ τρεῖς οὗτοι καταδικασθέντες ἐθελονταὶ ὀνομάζονται Γεράσιμος Ἀποστόλου, Μ. Γεωργίου καὶ Σ. Καλούστης, εἶνε δὲ ὑπήκοοι Ἕλληνες καὶ ἐξ Ὀθωμανοί, οἱ ἐξάγεται ἐκ τῶν ἐγγράφων τῆς πρεσβείας. Διὰ τοῦτο ὁ ἡμέτερος πρεσβευτὴς κ. Μαυροκορδάτος προέβη εἰς παραστάσεις πρὸς τὴν Πύλην ζητῶν τὴν παράδοσιν τῶν τριῶν τούτων καταδικασθέντων ἐθελοντῶν. Ἡ Πύλη διέταξεν ἀνακρίσεις, ὅπως ἀποδειχθῇ ἡ ὑπηκοότης αὐτῶν. [682, 1249, 969, 1400]
col2-s5-body [382, 1383, 667, 1458]
article-paragraph: χὴς 7 1)2 ἑκατομμυρίων εἰς τοὺς Θεσσαλούς. [695, 40, 960, 53]
article-paragraph: ΠΕΤΜΕΖΑΣ. Δὲν ἐκφέρω οὐδεμίαν κρίσιν, ἀλλὰ τὰ ἀναφέρω μόνον διὰ νὰ παρακαλέσω τὸν κ. ὑπουργὸν νὰ καταθέσῃ τὰ σχετικὰ ἔγγραφα περὶ αὐτῶν. [79, 1045, 367, 1106]
article-paragraph: Λέγεται ὅτι ἀργεῖται νὰ εἶναι ἐθνικὴ περίοδος· ἀναγκαῖον νὰ τεθῇ τὸ δικαὶ πρέπει ἔλθῃ εἰς ἄξια καὶ μοὶ φαίνεται ὅτι δὲν ἔπρεπε νὰ δεχθῶμεν τὴν ὑποσχεθεῖσαν, ὅπως ἔπρεπε νὰ ὑπάρχῃ. [79, 1659, 367, 1720]
